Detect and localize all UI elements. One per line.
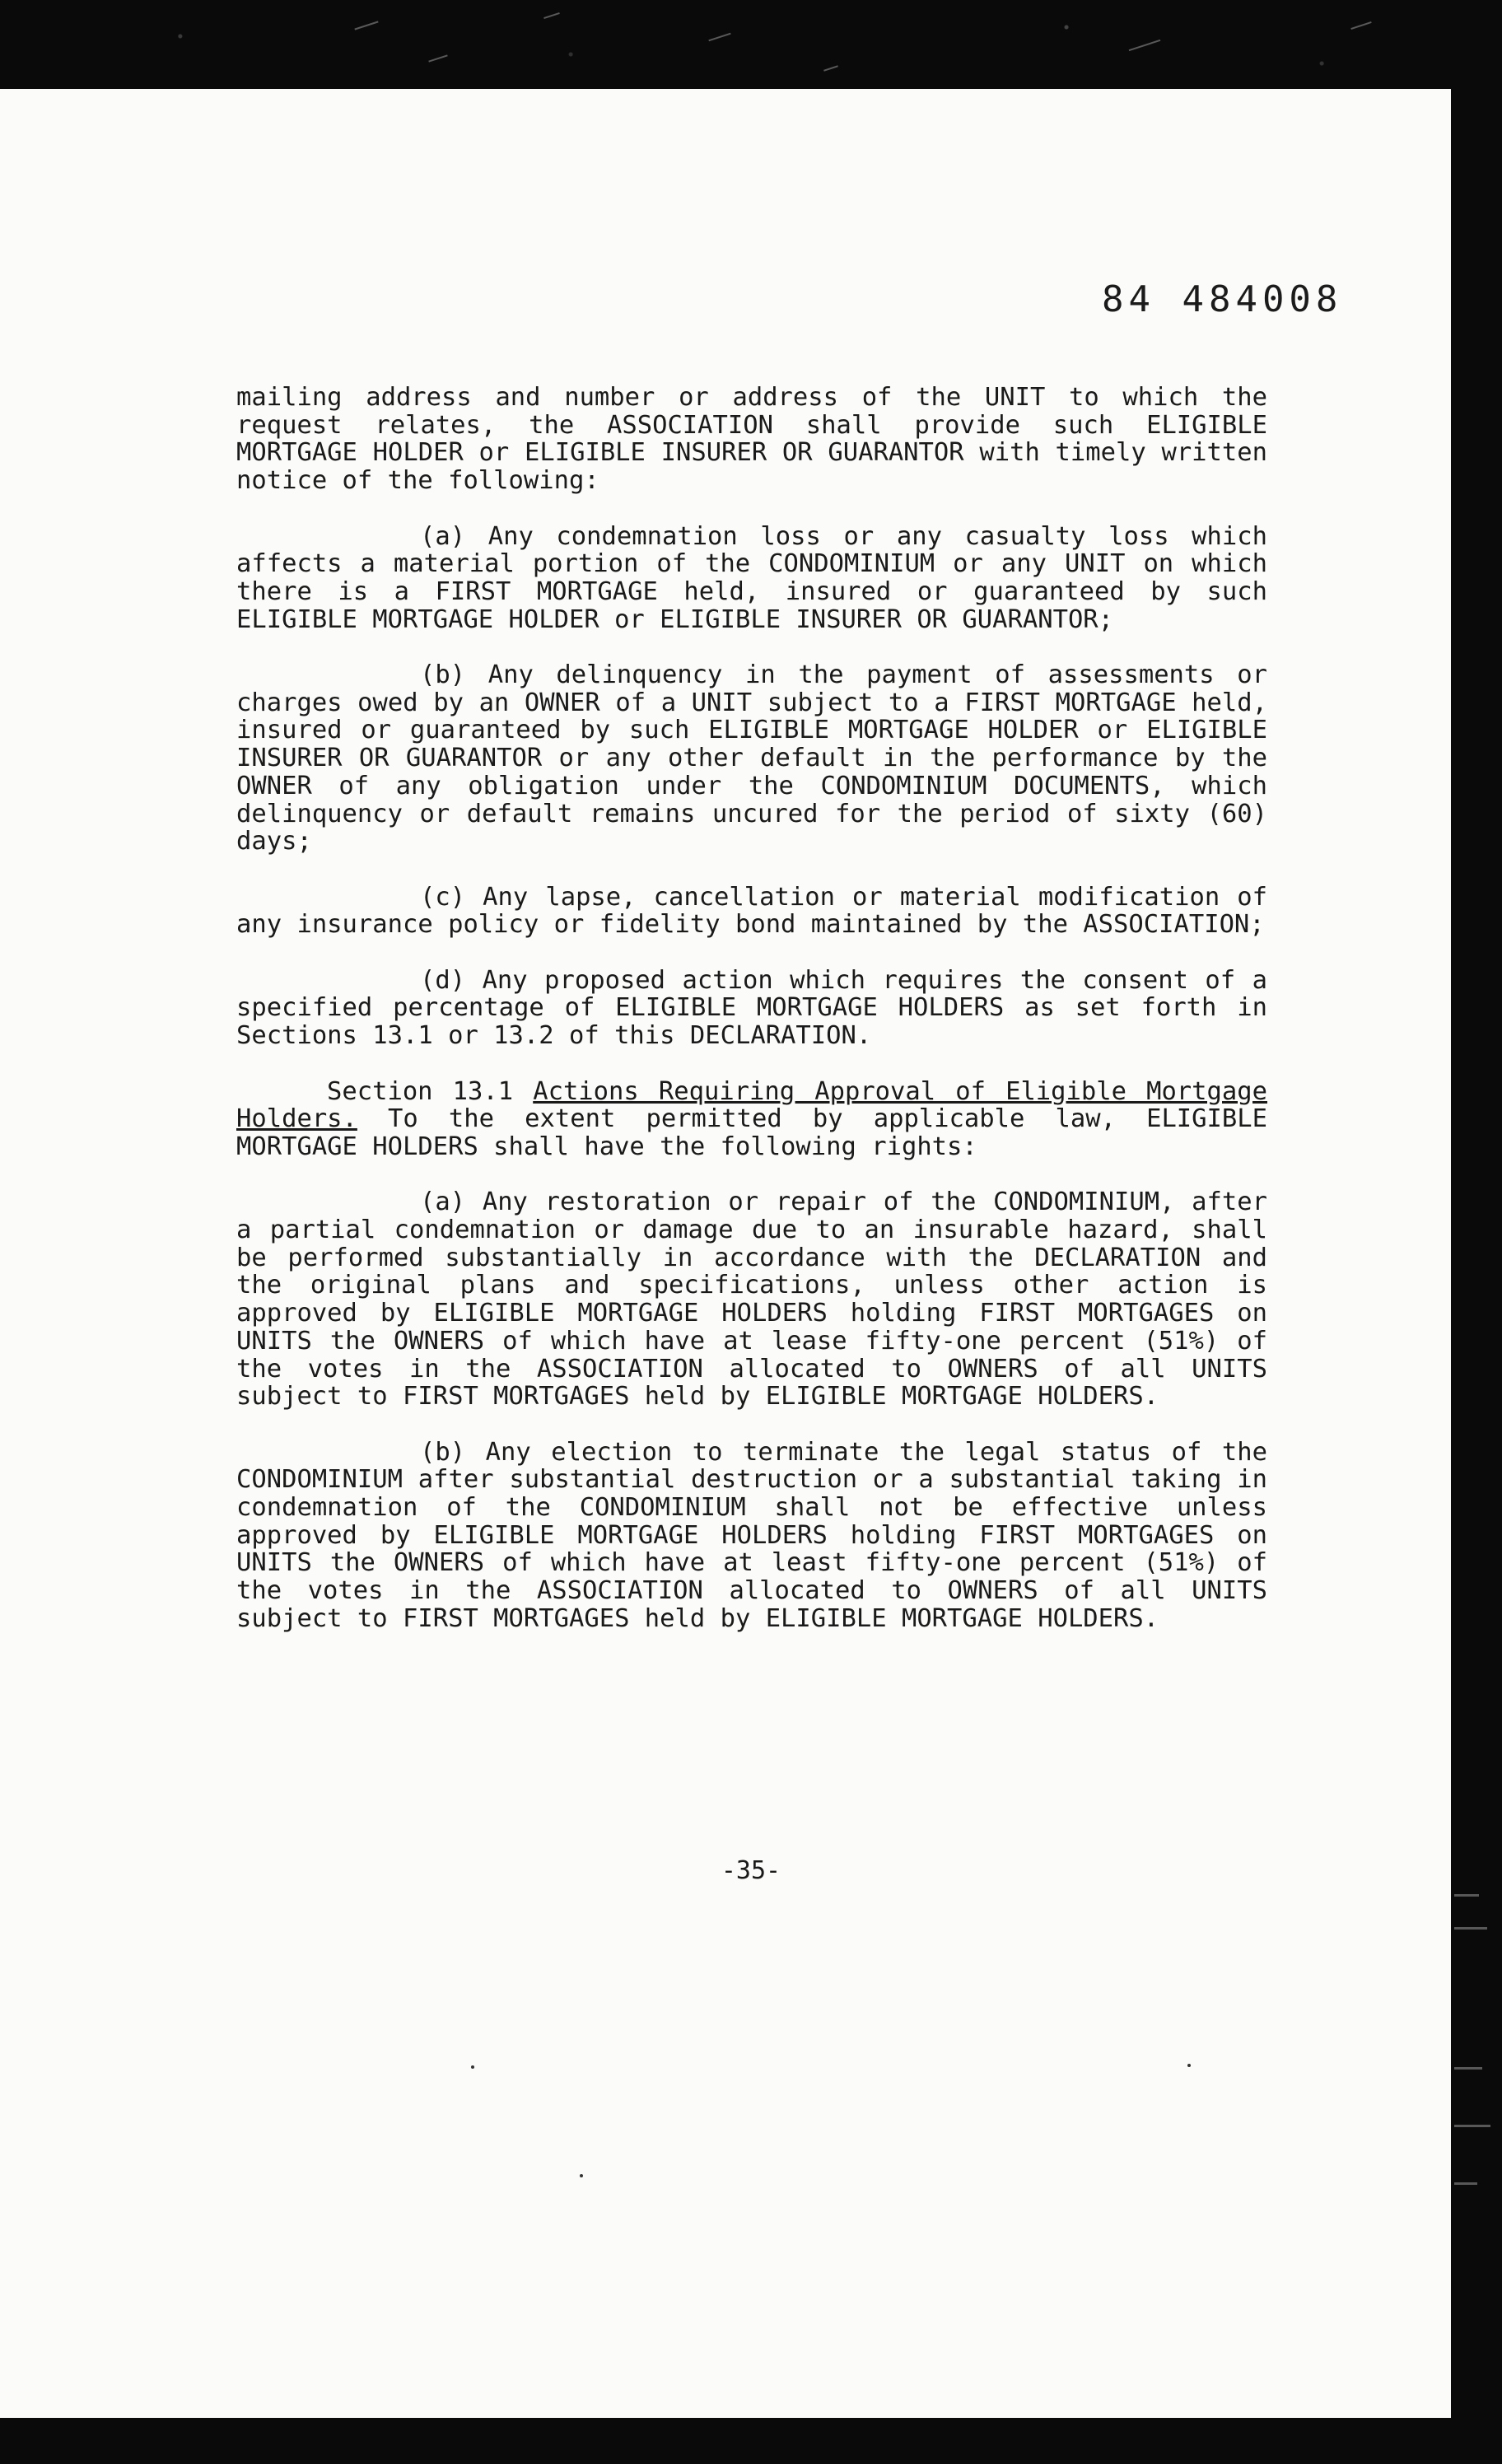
paragraph-notice-c: (c) Any lapse, cancellation or material modification of any insurance policy or fidelity bond maintained by the ASSOCIATION; [236, 882, 1267, 940]
scan-border-right [1449, 0, 1502, 2464]
scan-speck [471, 2065, 474, 2069]
section-text: To the extent permitted by applicable law, ELIGIBLE MORTGAGE HOLDERS shall have the following rights: [236, 1104, 1267, 1161]
paragraph-notice-b: (b) Any delinquency in the payment of assessments or charges owed by an OWNER of a UNIT subject to a FIRST MORTGAGE held, insured or guaranteed by such ELIGIBLE MORTGAGE HOLDER or ELIGIBLE INSURER OR GUARANTOR or any other default in the performance by the OWNER of any obligation under the CONDOMINIUM DOCUMENTS, which delinquency or default remains uncured for the period of sixty (60) days; [236, 660, 1267, 856]
scan-border-top [0, 0, 1502, 91]
section-title: Actions Requiring Approval of Eligible Mortgage Holders. [236, 1076, 1267, 1134]
scan-border-bottom [0, 2417, 1502, 2464]
page-number: -35- [721, 1856, 781, 1885]
section-13-1 [236, 1078, 1267, 1161]
recording-number: 84 484008 [1102, 278, 1343, 320]
paragraph-intro: mailing address and number or address of the UNIT to which the request relates, the ASSOCIATION shall provide such ELIGIBLE MORTGAGE HOLDER or ELIGIBLE INSURER OR GUARANTOR with timely written notice of the following: [236, 383, 1267, 496]
paragraph-rights-b: (b) Any election to terminate the legal status of the CONDOMINIUM after substantial destruction or a substantial taking in condemnation of the CONDOMINIUM shall not be effective unless approved by ELIGIBLE MORTGAGE HOLDERS holding FIRST MORTGAGES on UNITS the OWNERS of which have at least fifty-one percent (51%) of the votes in the ASSOCIATION allocated to OWNERS of all UNITS subject to FIRST MORTGAGES held by ELIGIBLE MORTGAGE HOLDERS. [236, 1437, 1267, 1633]
paragraph-notice-a: (a) Any condemnation loss or any casualty loss which affects a material portion of the CONDOMINIUM or any UNIT on which there is a FIRST MORTGAGE held, insured or guaranteed by such ELIGIBLE MORTGAGE HOLDER or ELIGIBLE INSURER OR GUARANTOR; [236, 521, 1267, 634]
paragraph-rights-a: (a) Any restoration or repair of the CONDOMINIUM, after a partial condemnation or damage due to an insurable hazard, shall be performed substantially in accordance with the DECLARATION and the original plans and specifications, unless other action is approved by ELIGIBLE MORTGAGE HOLDERS holding FIRST MORTGAGES on UNITS the OWNERS of which have at lease fifty-one percent (51%) of the votes in the ASSOCIATION allocated to OWNERS of all UNITS subject to FIRST MORTGAGES held by ELIGIBLE MORTGAGE HOLDERS. [236, 1188, 1267, 1412]
document-body [236, 384, 1267, 1660]
paragraph-notice-d: (d) Any proposed action which requires the consent of a specified percentage of ELIGIBLE MORTGAGE HOLDERS as set forth in Sections 13.1 or 13.2 of this DECLARATION. [236, 965, 1267, 1051]
scan-speck [1187, 2064, 1191, 2067]
scan-speck [580, 2174, 583, 2177]
section-label: Section 13.1 [327, 1076, 514, 1106]
